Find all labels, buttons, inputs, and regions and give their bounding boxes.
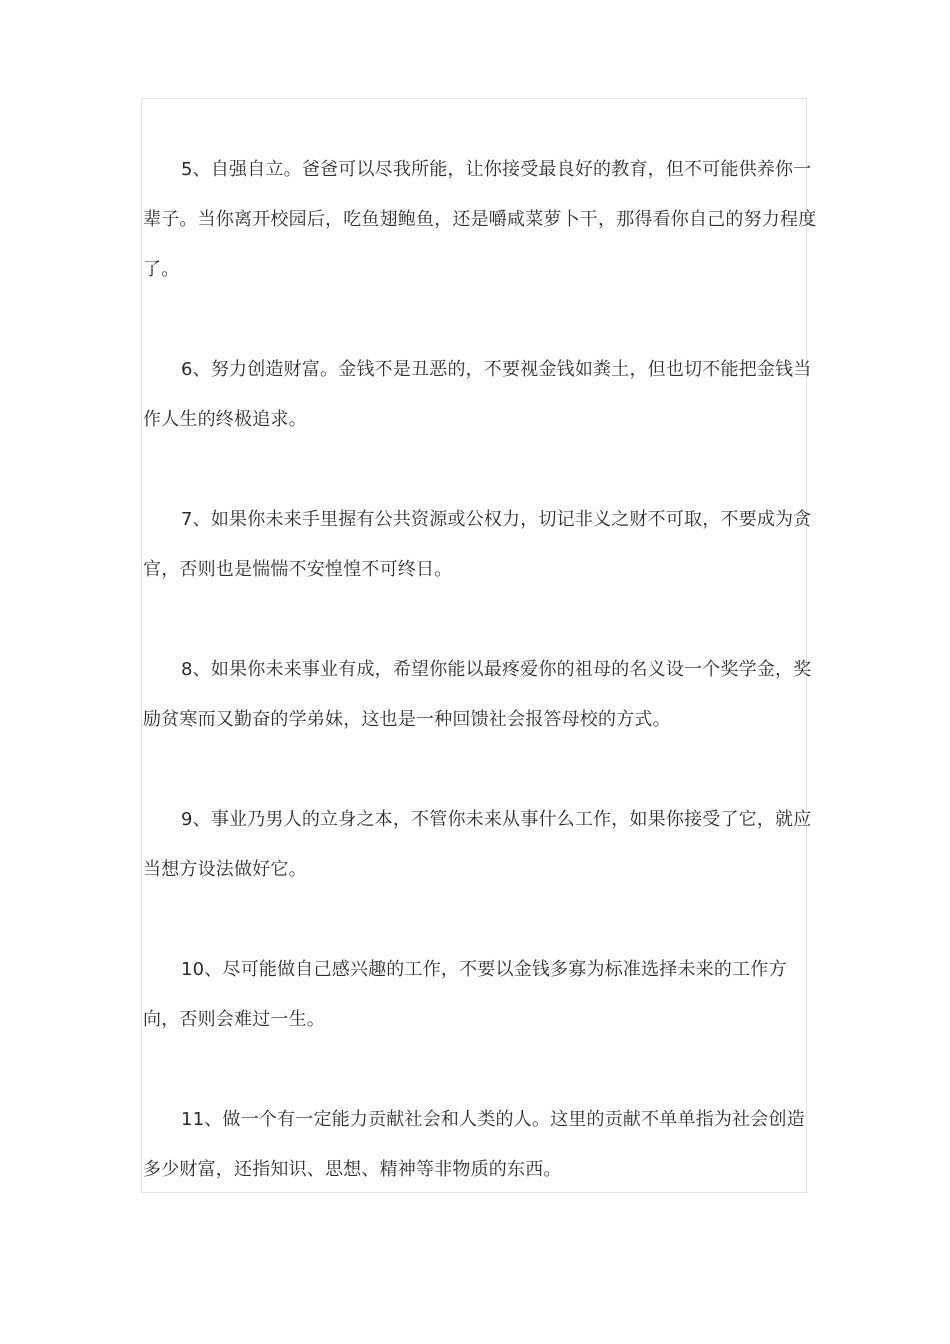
document-body bbox=[143, 145, 817, 1195]
paragraph-item-5: 5、自强自立。爸爸可以尽我所能，让你接受最良好的教育，但不可能供养你一辈子。当你离开校园后，吃鱼翅鲍鱼，还是嚼咸菜萝卜干，那得看你自己的努力程度了。 bbox=[143, 159, 817, 280]
paragraph-item-11: 11、做一个有一定能力贡献社会和人类的人。这里的贡献不单单指为社会创造多少财富，还指知识、思想、精神等非物质的东西。 bbox=[143, 1109, 805, 1180]
paragraph-item-8: 8、如果你未来事业有成，希望你能以最疼爱你的祖母的名义设一个奖学金，奖励贫寒而又勤奋的学弟妹，这也是一种回馈社会报答母校的方式。 bbox=[143, 659, 812, 730]
paragraph-item-6: 6、努力创造财富。金钱不是丑恶的，不要视金钱如粪土，但也切不能把金钱当作人生的终极追求。 bbox=[143, 359, 812, 430]
paragraph-item-7: 7、如果你未来手里握有公共资源或公权力，切记非义之财不可取，不要成为贪官，否则也是惴惴不安惶惶不可终日。 bbox=[143, 509, 812, 580]
paragraph-item-10: 10、尽可能做自己感兴趣的工作，不要以金钱多寡为标准选择未来的工作方向，否则会难过一生。 bbox=[143, 959, 787, 1030]
paragraph-item-9: 9、事业乃男人的立身之本，不管你未来从事什么工作，如果你接受了它，就应当想方设法做好它。 bbox=[143, 809, 812, 880]
